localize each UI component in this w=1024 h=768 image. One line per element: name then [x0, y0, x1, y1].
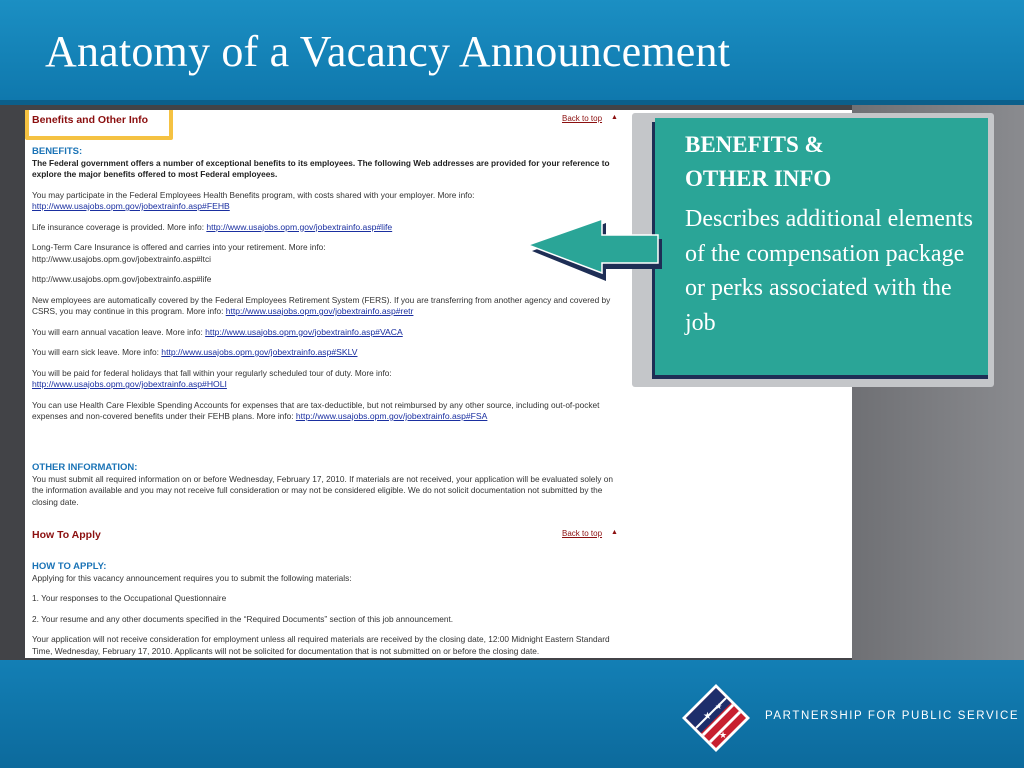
svg-text:★: ★	[719, 731, 728, 741]
slide-title: Anatomy of a Vacancy Announcement	[45, 27, 731, 76]
up-arrow-icon: ▲	[611, 529, 618, 536]
benefits-heading: BENEFITS:	[32, 146, 83, 157]
sklv-link[interactable]: http://www.usajobs.opm.gov/jobextrainfo.asp#SKLV	[161, 347, 358, 357]
other-info-heading: OTHER INFORMATION:	[32, 462, 138, 473]
benefits-section-title: Benefits and Other Info	[32, 114, 149, 126]
back-to-top-link-2[interactable]: Back to top	[562, 529, 603, 538]
life-link[interactable]: http://www.usajobs.opm.gov/jobextrainfo.asp#life	[206, 221, 393, 232]
pointer-arrow-icon	[526, 217, 662, 281]
benefit-item: You will be paid for federal holidays that fall within your regularly scheduled tour of duty. More info: http://www.usajobs.opm.gov/jobextrainfo.asp#HOLI	[32, 367, 392, 389]
fsa-link[interactable]: http://www.usajobs.opm.gov/jobextrainfo.asp#FSA	[295, 411, 488, 421]
other-info-text: You must submit all required information on or before Wednesday, February 17, 2010. If materials are not received, your application will be evaluated solely on the information available and you may not receive full consideration or may not be considered eligible. We do not solicit documentation not submitted by the closing date.	[32, 473, 613, 507]
svg-text:★: ★	[715, 702, 723, 711]
fehb-link[interactable]: http://www.usajobs.opm.gov/jobextrainfo.asp#FEHB	[32, 201, 230, 211]
brand-name: PARTNERSHIP FOR PUBLIC SERVICE	[765, 710, 1020, 722]
vaca-link[interactable]: http://www.usajobs.opm.gov/jobextrainfo.asp#VACA	[205, 326, 403, 337]
back-to-top-link-1[interactable]: Back to top	[562, 114, 603, 123]
callout-description: Describes additional elements of the compensation package or perks associated with the job	[685, 206, 973, 336]
how-to-apply-heading: HOW TO APPLY:	[32, 561, 107, 572]
benefits-intro: The Federal government offers a number of exceptional benefits to its employees. The following Web addresses are provided for your reference to explore the major benefits offered to most Federal employees.	[32, 157, 610, 179]
partnership-logo-icon	[681, 683, 751, 753]
apply-item-2: 2. Your resume and any other documents specified in the “Required Documents” section of this job announcement.	[32, 613, 454, 624]
retr-link[interactable]: http://www.usajobs.opm.gov/jobextrainfo.asp#retr	[225, 306, 414, 316]
how-to-apply-content	[32, 561, 622, 658]
svg-text:★: ★	[703, 711, 712, 722]
benefit-item: You can use Health Care Flexible Spending Accounts for expenses that are tax-deductible, but not reimbursed by any other source, including out-of-pocket expenses and non-covered benefits under their FEHB plans. More info: http://www.usajobs.opm.gov/jobextrainfo.asp#FSA	[32, 399, 600, 421]
apply-item-1: 1. Your responses to the Occupational Questionnaire	[32, 593, 227, 603]
benefit-item: Life insurance coverage is provided. More info: http://www.usajobs.opm.gov/jobextrainfo.asp#life	[32, 221, 393, 232]
benefit-item: You will earn annual vacation leave. More info: http://www.usajobs.opm.gov/jobextrainfo.asp#VACA	[32, 326, 403, 337]
up-arrow-icon: ▲	[611, 114, 618, 121]
how-to-apply-section-title: How To Apply	[32, 529, 101, 541]
benefit-item: You will earn sick leave. More info: http://www.usajobs.opm.gov/jobextrainfo.asp#SKLV	[32, 347, 358, 357]
holi-link[interactable]: http://www.usajobs.opm.gov/jobextrainfo.asp#HOLI	[32, 379, 227, 389]
benefits-content	[32, 146, 622, 432]
benefit-item: New employees are automatically covered by the Federal Employees Retirement System (FERS). If you are transferring from another agency and covered by CSRS, you may continue in this program. More info: http://www.usajobs.opm.gov/jobextrainfo.asp#retr	[32, 294, 611, 316]
callout-heading: BENEFITS & OTHER INFO	[685, 132, 832, 191]
benefit-item: You may participate in the Federal Employees Health Benefits program, with costs shared with your employer. More info: http://www.usajobs.opm.gov/jobextrainfo.asp#FEHB	[32, 189, 475, 211]
apply-closing: Your application will not receive consideration for employment unless all required materials are received by the closing date, 12:00 Midnight Eastern Standard Time, Wednesday, February 17, 2010. Applicants will not be solicited for documentation that is not submitted on or before the closing date.	[32, 634, 610, 656]
other-info-content	[32, 462, 622, 517]
benefits-callout	[655, 118, 988, 375]
apply-intro: Applying for this vacancy announcement requires you to submit the following materials:	[32, 572, 352, 583]
benefit-item: Long-Term Care Insurance is offered and carries into your retirement. More info: http://www.usajobs.opm.gov/jobextrainfo.asp#ltci	[32, 242, 326, 264]
benefit-item: http://www.usajobs.opm.gov/jobextrainfo.asp#life	[32, 274, 212, 284]
